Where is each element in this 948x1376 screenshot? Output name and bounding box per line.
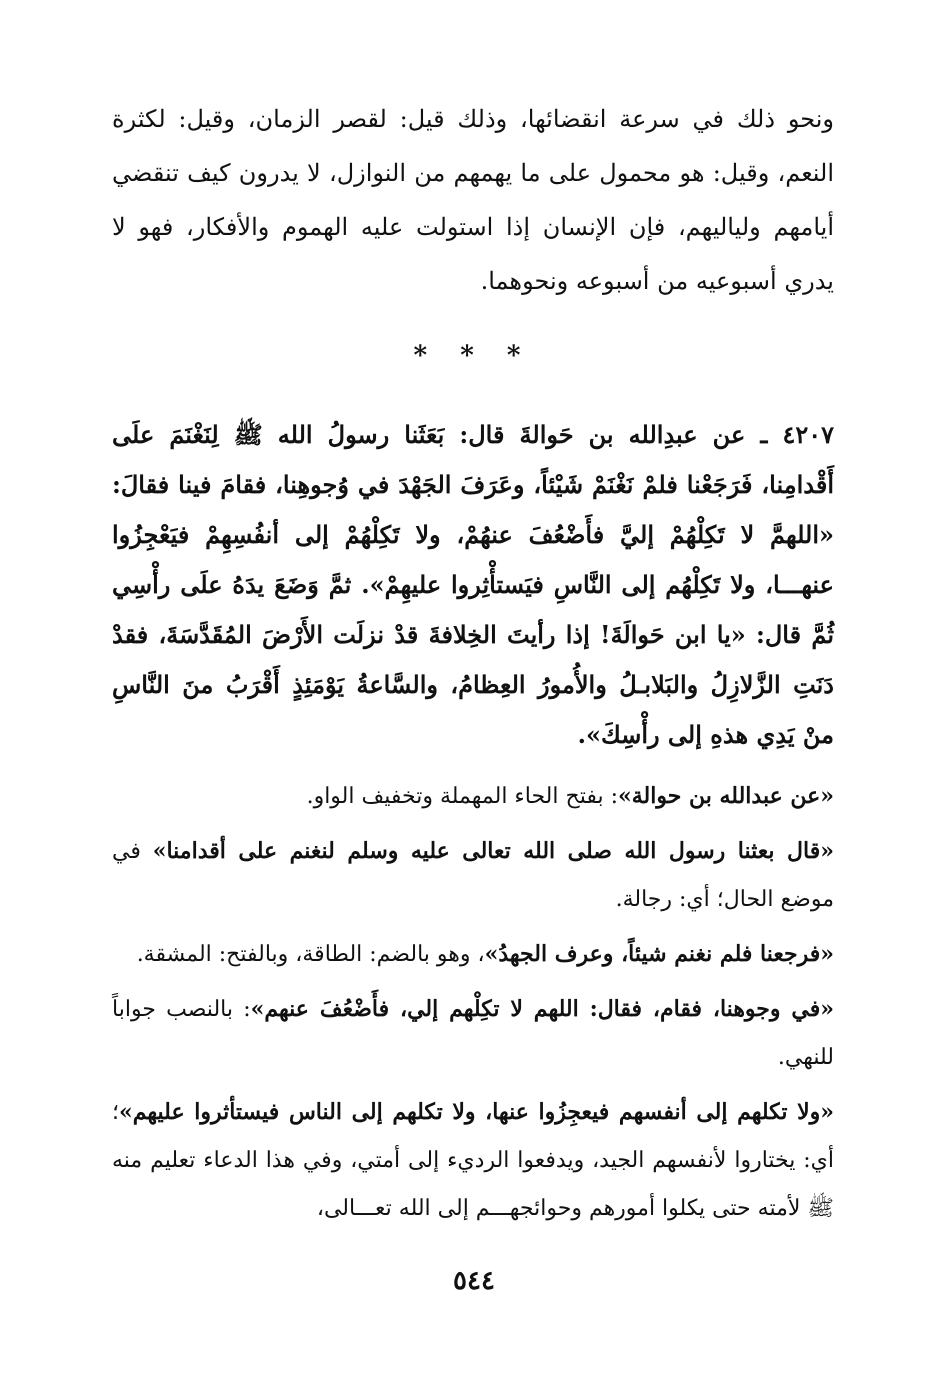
hadith-paragraph: ٤٢٠٧ ـ عن عبدِالله بن حَوالةَ قال: بَعَثَنا رسولُ الله ﷺ لِنَغْنَمَ علَى أَقْدامِنا، فَرَجَعْنا فلمْ نَغْنَمْ شَيْئاً، وعَرَفَ الجَهْدَ في وُجوهِنا، فقامَ فينا فقالَ: «اللهمَّ لا تَكِلْهُمْ إليَّ فأَضْعُفَ عنهُمْ، ولا تَكِلْهُمْ إلى أنفُسِهِمْ فيَعْجِزُوا عنهـــا، ولا تَكِلْهُم إلى النَّاسِ فيَستأْثِروا عليهِمْ». ثمَّ وَضَعَ يدَهُ علَى رأْسِي ثُمَّ قال: «يا ابن حَوالَةَ! إذا رأيتَ الخِلافةَ قدْ نزلَت الأَرْضَ المُقَدَّسَةَ، فقدْ دَنَتِ الزَّلازِلُ والبَلابـلُ والأُمورُ العِظامُ، والسَّاعةُ يَوْمَئِذٍ أَقْرَبُ منَ النَّاسِ منْ يَدِي هذهِ إلى رأْسِكَ». [112,420,834,749]
note-text: ، وهو بالضم: الطاقة، وبالفتح: المشقة. [136,942,485,967]
note-text: ؛ أي: يختاروا لأنفسهم الجيد، ويدفعوا الرديء إلى أمتي، وفي هذا الدعاء تعليم منه ﷺ لأمته حتى يكلوا أمورهم وحوائجهـــم إلى الله تعـــالى، [112,1100,834,1221]
commentary-note [112,1088,834,1233]
note-text: : بفتح الحاء المهملة وتخفيف الواو. [306,784,618,809]
page-content [112,92,834,1239]
note-text: في موضع الحال؛ أي: رجالة. [112,839,834,912]
commentary-note [112,985,834,1082]
note-text: : بالنصب جواباً للنهي. [112,997,834,1070]
note-quote: «في وجوهنا، فقام، فقال: اللهم لا تكِلْهم إلي، فأَضْعُفَ عنهم» [250,996,835,1022]
intro-paragraph: ونحو ذلك في سرعة انقضائها، وذلك قيل: لقصر الزمان، وقيل: لكثرة النعم، وقيل: هو محمول على ما يهمهم من النوازل، لا يدرون كيف تنقضي أيامهم ولياليهم، فإن الإنسان إذا استولت عليه الهموم والأفكار، فهو لا يدري أسبوعيه من أسبوعه ونحوهما. [112,105,834,295]
commentary-note [112,827,834,924]
page-number: ٥٤٤ [453,1266,495,1296]
commentary-note [112,772,834,821]
note-quote: «عن عبدالله بن حوالة» [617,783,834,809]
note-quote: «قال بعثنا رسول الله صلى الله تعالى عليه وسلم لنغنم على أقدامنا» [152,838,834,864]
commentary-note [112,930,834,979]
note-quote: «ولا تكلهم إلى أنفسهم فيعجِزُوا عنها، ولا تكلهم إلى الناس فيستأثروا عليهم» [119,1099,834,1125]
section-separator: * * * [413,341,533,371]
note-quote: «فرجعنا فلم نغنم شيئاً، وعرف الجهدُ» [484,941,834,967]
